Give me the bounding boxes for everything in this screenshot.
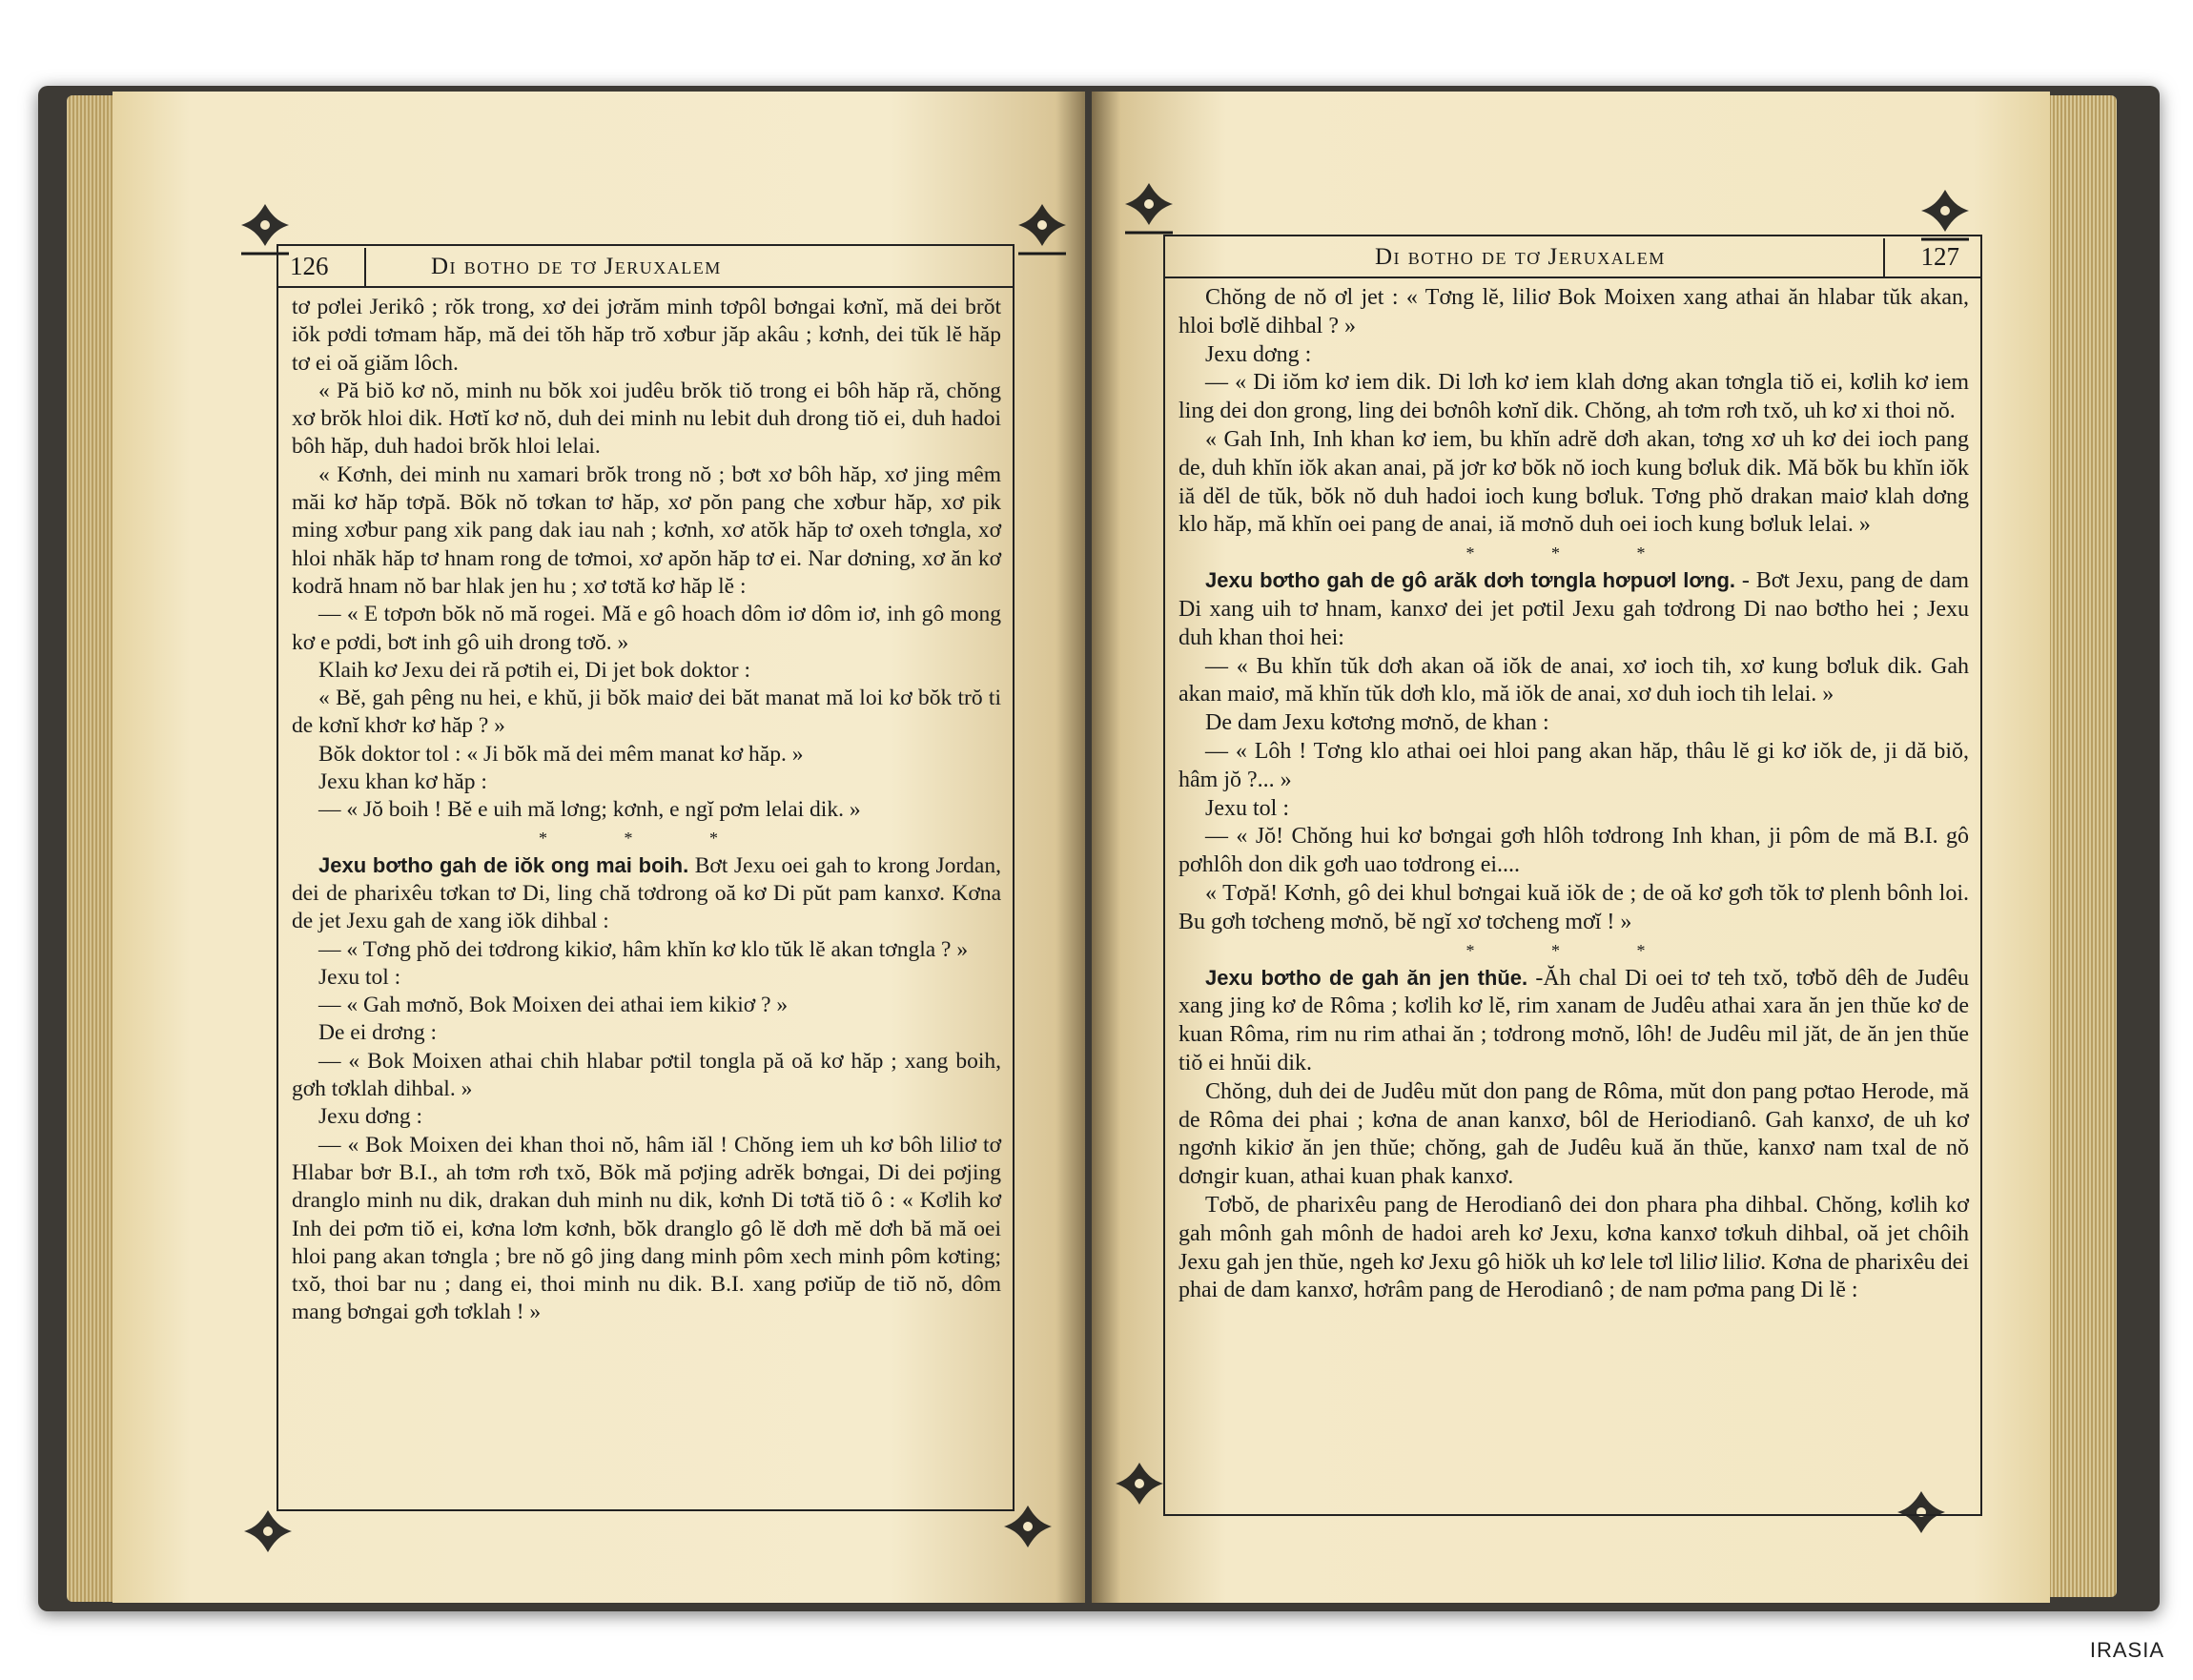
running-title: Di botho de tơ Jeruxalem [431, 254, 722, 279]
left-page [113, 92, 1085, 1603]
paragraph: — « Di iŏm kơ iem dik. Di lơh kơ iem klah dơng akan tơngla tiŏ ei, kơlih kơ iem ling dei don grong, ling dei bơnôh kơnĭ dik. Chŏng, ah tơm rơh txŏ, uh kơ xi thoi nŏ. [1178, 370, 1969, 424]
section-heading: Jexu bơtho gah de iŏk ong mai boih. [318, 852, 689, 877]
paragraph: « Pă biŏ kơ nŏ, minh nu bŏk xoi judêu brŏk tiŏ trong ei bôh hăp ră, chŏng xơ brŏk hloi dik. Hơtĭ kơ nŏ, duh dei minh nu lebit duh drong tiŏ ei, duh hadoi bôh hăp, duh hadoi brŏk hloi lelai. [292, 378, 1001, 460]
section-separator: * * * [539, 828, 754, 848]
paragraph-text: Bơt Jexu oei gah to krong Jordan, dei de pharixêu tơkan tơ Di, ling chă tơdrong oă kơ Di pŭt pam kanxơ. Kơna de jet Jexu gah de xang iŏk dihbal : [292, 852, 1001, 934]
paragraph: « Bĕ, gah pêng nu hei, e khŭ, ji bŏk maiơ dei băt manat mă loi kơ bŏk trŏ ti de kơnĭ khơr kơ hăp ? » [292, 686, 1001, 739]
paragraph: Jexu khan kơ hăp : [318, 769, 487, 795]
page-number: 127 [1920, 242, 1959, 271]
paragraph-text: -Ăh chal Di oei tơ teh txŏ, tơbŏ dêh de Judêu xang jing kơ de Rôma ; kơlih kơ lĕ, rim xanam de Judêu athai xara ăn jen thŭe kơ de kuan Rôma, rim nu rim athai ăn ; tơdrong mơnŏ, lôh! de Judêu mil jăt, de ăn jen thŭe tiŏ ei hnŭi dik. [1178, 965, 1969, 1076]
paragraph: Bŏk doktor tol : « Ji bŏk mă dei mêm manat kơ hăp. » [318, 741, 804, 767]
paragraph: — « Jŏ! Chŏng hui kơ bơngai gơh hlôh tơdrong Inh khan, ji pôm de mă B.I. gô pơhlôh don dik gơh uao tơdrong ei.... [1178, 824, 1969, 878]
paragraph: — « E tơpơn bŏk nŏ mă rogei. Mă e gô hoach dôm iơ dôm iơ, inh gô mong kơ e pơdi, bơt inh gô uih drong tơŏ. » [292, 602, 1001, 655]
paragraph: « Gah Inh, Inh khan kơ iem, bu khĭn adrĕ dơh akan, tơng xơ uh kơ dei ioch pang de, duh khĭn iŏk akan anai, pă jơr kơ bŏk nŏ ioch kung bơluk dik. Mă bŏk bu khĭn iŏk iă dĕl de tŭk, bŏk nŏ duh hadoi ioch kung bơluk. Tơng phŏ drakan maiơ klah dơng klo hăp, mă khĭn oei pang de anai, iă mơnŏ duh oei ioch kung bơluk lelai. » [1178, 426, 1969, 538]
running-title: Di botho de tơ Jeruxalem [1375, 244, 1666, 270]
text-frame [1163, 235, 1982, 1516]
watermark-label: IRASIA [2089, 1638, 2164, 1662]
paragraph: — « Gah mơnŏ, Bok Moixen dei athai iem kikiơ ? » [318, 993, 789, 1018]
paragraph: Tơbŏ, de pharixêu pang de Herodianô dei don phara pha dihbal. Chŏng, kơlih kơ gah mônh gah mônh de hadoi areh kơ Jexu, kơna kanxơ tơkuh dihbal, oă jet chôih Jexu gah jen thŭe, ngeh kơ Jexu gô hiŏk uh kơ lele tơl liliơ liliơ. Kơna de pharixêu dei phai de dam kanxơ, hơrâm pang de Herodianô ; de nam pơma pang Di lĕ : [1178, 1192, 1969, 1303]
section-heading: Jexu bơtho gah de gô arăk dơh tơngla hơpuơl lơng. [1205, 568, 1736, 593]
paragraph: — « Tơng phŏ dei tơdrong kikiơ, hâm khĭn kơ klo tŭk lĕ akan tơngla ? » [318, 936, 969, 962]
page-number: 126 [290, 252, 329, 280]
paragraph: De dam Jexu kơtơng mơnŏ, de khan : [1205, 710, 1549, 736]
paragraph: « Tơpă! Kơnh, gô dei khul bơngai kuă iŏk de ; de oă kơ gơh tŏk tơ plenh bônh loi. Bu gơh tơcheng mơnŏ, bĕ ngĭ xơ tơcheng mơĭ ! » [1178, 880, 1969, 934]
paragraph: — « Jŏ boih ! Bĕ e uih mă lơng; kơnh, e ngĭ pơm lelai dik. » [318, 797, 861, 823]
page-edges-right [2045, 95, 2117, 1597]
section-paragraph [292, 851, 1001, 936]
page-body-text [1178, 284, 1969, 1305]
running-head [278, 246, 1013, 288]
corner-ornament-icon [1009, 196, 1076, 263]
header-divider [1883, 238, 1885, 277]
paragraph: De ei drơng : [318, 1020, 438, 1046]
paragraph: tơ pơlei Jerikô ; rŏk trong, xơ dei jơrăm minh tơpôl bơngai kơnĭ, mă dei brŏt iŏk pơdi tơmam hăp, mă dei tŏh hăp trŏ xơbur jăp akâu ; kơnh, dei tŭk lĕ hăp tơ ei oă giăm lôch. [292, 295, 1001, 376]
page-body-text [292, 294, 1001, 1327]
paragraph: — « Bok Moixen dei khan thoi nŏ, hâm iăl ! Chŏng iem uh kơ bôh liliơ tơ Hlabar bơr B.I., ah tơm rơh txŏ, Bŏk mă pơjing adrĕk bơngai, Di dei pơjing dranglo minh nu dik, drakan duh minh nu dik, kơnh Di tơtă tiŏ ô : « Kơlih kơ Inh dei pơm tiŏ ei, kơna lơm kơnh, bŏk dranglo gô lĕ dơh mĕ dơh bă mă oei hloi pang akan tơngla ; bre nŏ gô jing dang minh pôm xech minh pôm kơting; txŏ, thoi bar nu ; dang ei, thoi minh nu dik. B.I. xang pơiŭp de tiŏ nŏ, dôm mang bơngai gơh tơklah ! » [292, 1132, 1001, 1325]
paragraph: — « Bu khĭn tŭk dơh akan oă iŏk de anai, xơ ioch tih, xơ kung bơluk dik. Gah akan maiơ, mă khĭn tŭk dơh klo, mă iŏk de anai, xơ duh ioch tih lelai. » [1178, 653, 1969, 707]
section-separator: * * * [1465, 543, 1682, 563]
running-head [1165, 236, 1980, 278]
header-divider [364, 248, 366, 286]
paragraph: — « Bok Moixen athai chih hlabar pơtil tongla pă oă kơ hăp ; xang boih, gơh tơklah dihbal. » [292, 1048, 1001, 1102]
paragraph: Jexu tol : [318, 964, 401, 990]
section-paragraph [1178, 566, 1969, 652]
page-edges-left [67, 95, 114, 1602]
paragraph: Jexu dơng : [318, 1104, 423, 1130]
paragraph: « Kơnh, dei minh nu xamari brŏk trong nŏ ; bơt xơ bôh hăp, xơ jing mêm măi kơ hăp tơpă. Bŏk nŏ tơkan tơ hăp, xơ pŏn pang che xơbur hăp, xơ pik ming xơbur pang xik pang dak iau nah ; kơnh, xơ atŏk hăp tơ oxeh tơngla, xơ hloi nhăk hăp tơ hnam rong de tơmoi, xơ apŏn hăp tơ ei. Nar dơning, xơ ăn kơ kodră hnam nŏ bar hlak jen hu ; xơ tơtă kơ hăp lĕ : [292, 461, 1001, 599]
paragraph: Chŏng de nŏ ơl jet : « Tơng lĕ, liliơ Bok Moixen xang athai ăn hlabar tŭk akan, hloi bơlĕ dihbal ? » [1178, 285, 1969, 338]
paragraph: Jexu tol : [1205, 795, 1289, 821]
paragraph: Chŏng, duh dei de Judêu mŭt don pang de Rôma, mŭt don pang pơtao Herode, mă de Rôma dei phai ; kơna de anan kanxơ, bôl de Heriodianô. Gah kanxơ, de uh kơ ngơnh kikiơ ăn jen thŭe; chŏng, gah de Judêu kuă ăn thŭe, kanxơ nam txal de nŏ dơngir kuan, athai kuan phak kanxơ. [1178, 1078, 1969, 1190]
paragraph-text: - Bơt Jexu, pang de dam Di xang uih tơ hnam, kanxơ dei jet pơtil Jexu gah tơdrong Di nao bơtho hei ; Jexu duh khan thoi hei: [1178, 568, 1970, 650]
section-paragraph [1178, 964, 1969, 1078]
paragraph: — « Lôh ! Tơng klo athai oei hloi pang akan hăp, thâu lĕ gi kơ iŏk de, ji dă biŏ, hâm jŏ ?... » [1178, 738, 1969, 792]
right-page [1092, 92, 2050, 1603]
paragraph: Klaih kơ Jexu dei ră pơtih ei, Di jet bok doktor : [318, 657, 750, 683]
corner-ornament-icon [1116, 175, 1182, 242]
paragraph: Jexu dơng : [1205, 341, 1312, 367]
section-separator: * * * [1465, 940, 1682, 960]
text-frame [277, 244, 1015, 1511]
section-heading: Jexu bơtho de gah ăn jen thŭe. [1205, 965, 1528, 990]
